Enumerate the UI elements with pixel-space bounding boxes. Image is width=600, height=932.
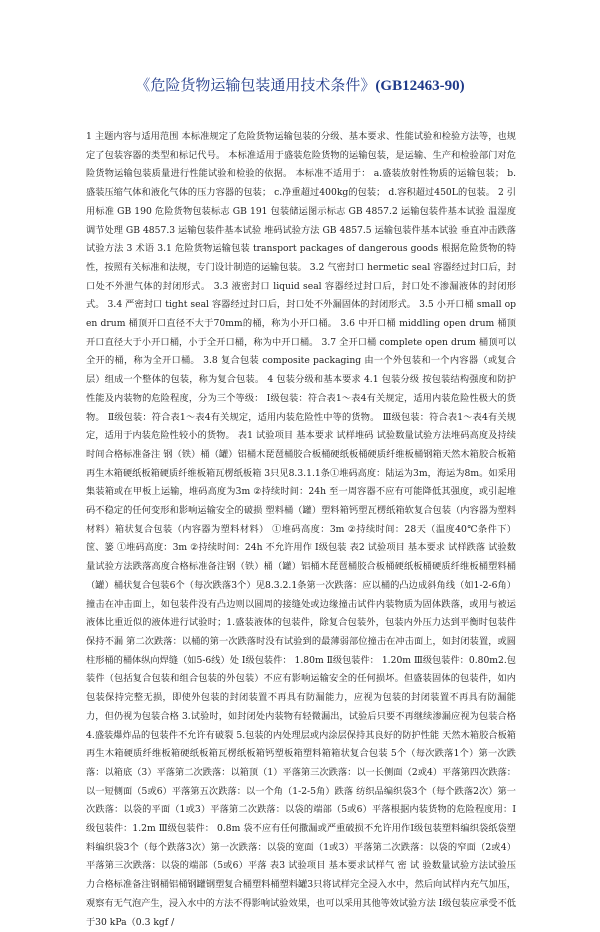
- body-paragraph: 1 主题内容与适用范围 本标准规定了危险货物运输包装的分级、基本要求、性能试验和检验方法等，也规定了包装容器的类型和标记代号。 本标准适用于盛装危险货物的运输包装，是运输、生产和检验部门对危险货物运输包装质量进行性能试验和检验的依据。 本标准不适用于： a.盛装放射性物质的运输包装； b.盛装压缩气体和液化气体的压力容器的包装； c.净重超过400kg的包装； d.容积超过450L的包装。 2 引用标准 GB 190 危险货物包装标志 GB 191 包装储运图示标志 GB 4857.2 运输包装件基本试验 温湿度调节处理 GB 4857.3 运输包装件基本试验 堆码试验方法 GB 4857.5 运输包装件基本试验 垂直冲击跌落试验方法 3 术语 3.1 危险货物运输包装 transport packages of dangerous goods 根据危险货物的特性，按照有关标准和法规，专门设计制造的运输包装。 3.2 气密封口 hermetic seal 容器经过封口后，封口处不外泄气体的封闭形式。 3.3 液密封口 liquid seal 容器经过封口后，封口处不渗漏液体的封闭形式。 3.4 严密封口 tight seal 容器经过封口后，封口处不外漏固体的封闭形式。 3.5 小开口桶 small open drum 桶顶开口直径不大于70mm的桶，称为小开口桶。 3.6 中开口桶 middling open drum 桶顶开口直径大于小开口桶，小于全开口桶，称为中开口桶。 3.7 全开口桶 complete open drum 桶顶可以全开的桶，称为全开口桶。 3.8 复合包装 composite packaging 由一个外包装和一个内容器（或复合层）组成一个整体的包装，称为复合包装。 4 包装分级和基本要求 4.1 包装分级 按包装结构强度和防护性能及内装物的危险程度，分为三个等级： Ⅰ级包装：符合表1～表4有关规定，适用内装危险性极大的货物。 Ⅱ级包装：符合表1～表4有关规定，适用内装危险性中等的货物。 Ⅲ级包装：符合表1～表4有关规定，适用于内装危险性较小的货物。 表1 试验项目 基本要求 试样堆码 试验数量试验方法堆码高度及持续时间合格标准备注 钢（铁）桶（罐）铝桶木琵琶桶胶合板桶硬纸板桶硬质纤维板桶钢箱天然木箱胶合板箱再生木箱硬纸板箱硬质纤维板箱瓦楞纸板箱 3只见8.3.1.1条①堆码高度：陆运为3m，海运为8m。如采用集装箱或在甲板上运输，堆码高度为3m ②持续时间：24h 至一周容器不应有可能降低其强度，或引起堆码不稳定的任何变形和影响运输安全的破损 塑料桶（罐）塑料箱钙塑瓦楞纸箱软复合包装（内容器为塑料材料）箱状复合包装（内容器为塑料材料） ①堆码高度：3m ②持续时间：28天（温度40℃条件下） 筐、篓 ①堆码高度：3m ②持续时间：24h 不允许用作 Ⅰ级包装 表2 试验项目 基本要求 试样跌落 试验数量试验方法跌落高度合格标准备注钢（铁）桶（罐）铝桶木琵琶桶胶合板桶硬纸板桶硬质纤维板桶塑料桶（罐）桶状复合包装6个（每次跌落3个）见8.3.2.1条第一次跌落：应以桶的凸边成斜角线（如1-2-6角）撞击在冲击面上，如包装件没有凸边则以圆周的接缝处或边缘撞击试件内装物质为固体跌落，或用与被运液体比重近似的液体进行试验时；1.盛装液体的包装件，除复合包装外，包装内外压力达到平衡时包装件保持不漏 第二次跌落：以桶的第一次跌落时没有试验到的最薄弱部位撞击在冲击面上，如封闭装置，或圆柱形桶的桶体纵向焊缝（如5-6线）处 Ⅰ级包装件： 1.80m Ⅱ级包装件： 1.20m Ⅲ级包装件：0.80m2.包装件（包括复合包装和组合包装的外包装）不应有影响运输安全的任何损坏。但盛装固体的包装件，如内包装保持完整无损，即使外包装的封闭装置不再具有防漏能力，应视为包装的封闭装置不再具有防漏能力，但仍视为包装合格 3.试验时，如封闭处内装物有轻微漏出，试验后只要不再继续渗漏应视为包装合格 4.盛装爆炸品的包装件不允许有破裂 5.包装的内处理层或内涂层保持其良好的防护性能 天然木箱胶合板箱再生木箱硬质纤维板箱硬纸板箱瓦楞纸板箱钙塑板箱塑料箱箱状复合包装 5个（每次跌落1个）第一次跌落：以箱底（3）平落第二次跌落：以箱顶（1）平落第三次跌落：以一长侧面（2或4）平落第四次跌落：以一短侧面（5或6）平落第五次跌落：以一个角（1-2-5角）跌落 纺织品编织袋3个（每个跌落2次）第一次跌落：以袋的平面（1或3）平落第二次跌落：以袋的端部（5或6）平落根据内装货物的危险程度用：Ⅰ级包装件：1.2m Ⅲ级包装件： 0.8m 袋不应有任何撒漏或严重破损不允许用作Ⅰ级包装塑料编织袋纸袋塑料编织袋3个（每个跌落3次）第一次跌落：以袋的宽面（1或3）平落第二次跌落：以袋的窄面（2或4）平落第三次跌落：以袋的端部（5或6）平落 表3 试验项目 基本要求试样气 密 试 验数量试验方法试验压力合格标准备注钢桶铝桶钢罐钢塑复合桶塑料桶塑料罐3只将试样完全浸入水中，然后向试样内充气加压，观察有无气泡产生，浸入水中的方法不得影响试验效果，也可以采用其他等效试验方法 Ⅰ级包装应承受不低于30 kPa（0.3 kgf /: [86, 131, 516, 928]
- document-standard-number: (GB12463-90): [375, 78, 465, 94]
- document-title-main: 《危险货物运输包装通用技术条件》: [135, 76, 376, 94]
- document-title: [60, 74, 540, 97]
- document-body: [86, 128, 516, 928]
